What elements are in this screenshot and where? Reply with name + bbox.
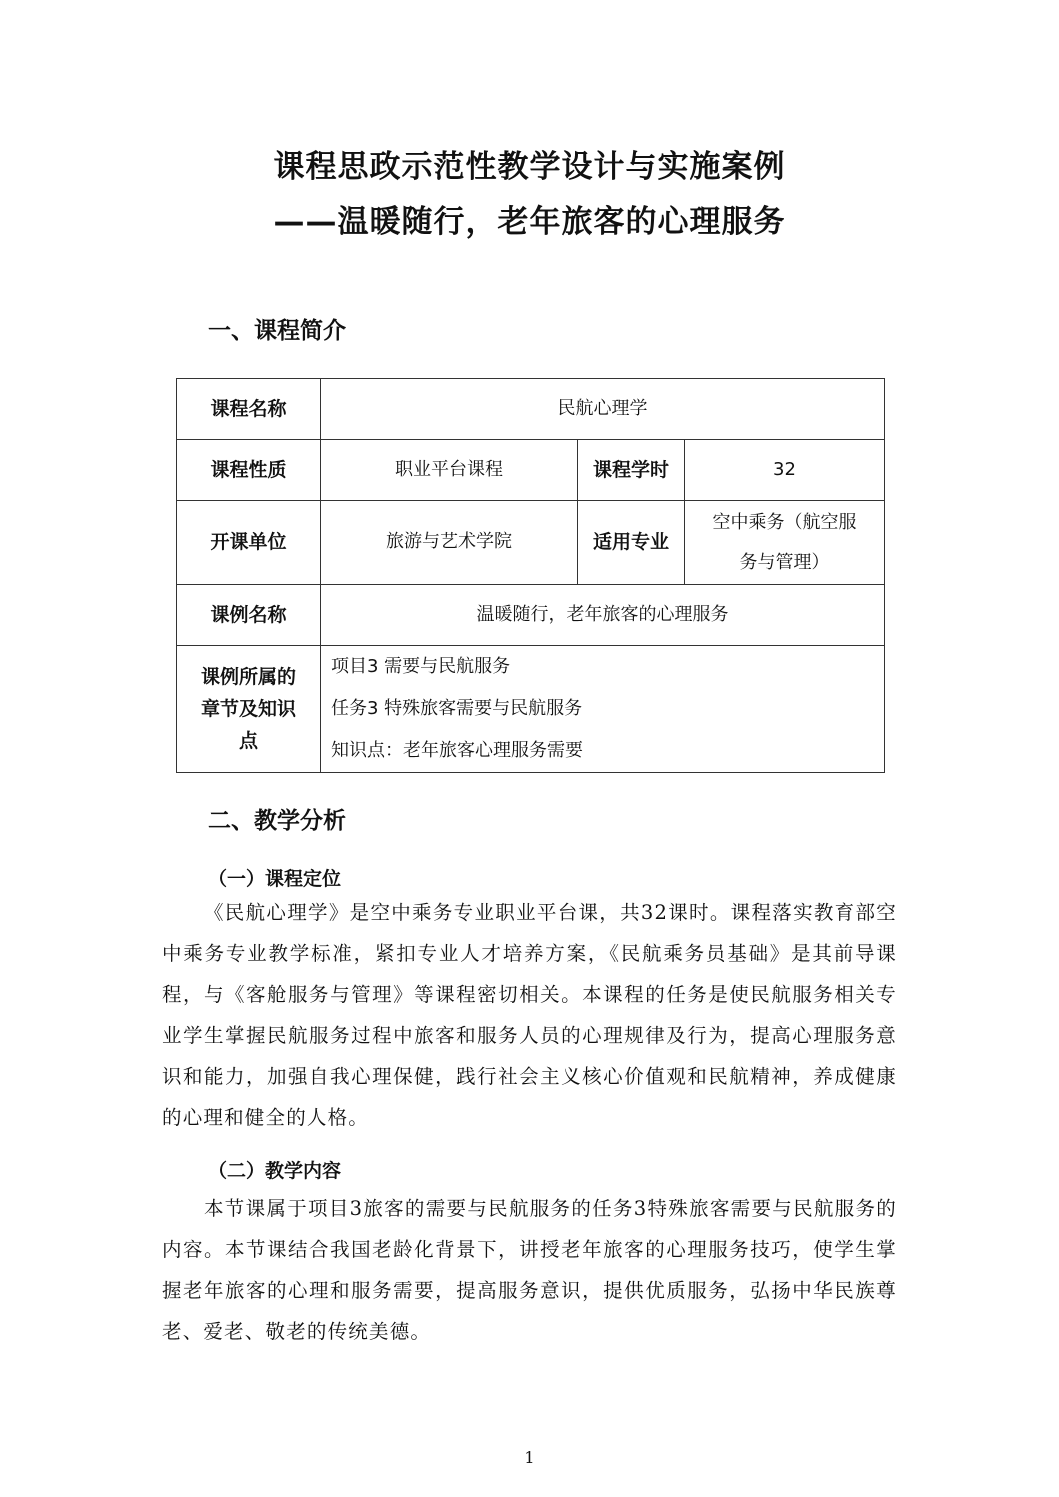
table-row [177, 440, 885, 501]
table-row [177, 501, 885, 585]
case-name-value: 温暖随行，老年旅客的心理服务 [321, 585, 885, 646]
table-row [177, 646, 885, 773]
subheading-course-positioning: （一）课程定位 [208, 868, 342, 890]
table-row [177, 585, 885, 646]
chapter-label-line3: 点 [238, 730, 258, 752]
section-heading-teaching-analysis: 二、教学分析 [208, 808, 346, 834]
section-heading-course-intro: 一、课程简介 [208, 318, 346, 344]
course-nature-label: 课程性质 [177, 440, 321, 501]
course-nature-value: 职业平台课程 [321, 440, 578, 501]
document-title: 课程思政示范性教学设计与实施案例 [273, 149, 786, 185]
document-subtitle: ——温暖随行，老年旅客的心理服务 [273, 204, 786, 240]
subheading-teaching-content: （二）教学内容 [208, 1160, 342, 1182]
table-row [177, 379, 885, 440]
chapter-value-line1: 项目3 需要与民航服务 [331, 656, 511, 677]
course-hours-value: 32 [685, 440, 885, 501]
course-name-label: 课程名称 [177, 379, 321, 440]
chapter-label-line2: 章节及知识 [200, 698, 296, 720]
major-value-line2: 务与管理） [739, 551, 830, 573]
paragraph-teaching-content: 本节课属于项目3旅客的需要与民航服务的任务3特殊旅客需要与民航服务的内容。本节课结合我国老龄化背景下，讲授老年旅客的心理服务技巧，使学生掌握老年旅客的心理和服务需要，提高服务意识，提供优质服务，弘扬中华民族尊老、爱老、敬老的传统美德。 [162, 1197, 897, 1343]
major-value-line1: 空中乘务（航空服 [712, 511, 857, 533]
course-name-value: 民航心理学 [321, 379, 885, 440]
page-number: 1 [524, 1448, 535, 1467]
course-hours-label: 课程学时 [578, 440, 685, 501]
course-info-table [176, 378, 885, 773]
chapter-value-line2: 任务3 特殊旅客需要与民航服务 [331, 698, 583, 719]
chapter-value-line3: 知识点：老年旅客心理服务需要 [331, 740, 583, 761]
paragraph-course-positioning: 《民航心理学》是空中乘务专业职业平台课，共32课时。课程落实教育部空中乘务专业教学标准，紧扣专业人才培养方案，《民航乘务员基础》是其前导课程，与《客舱服务与管理》等课程密切相关。本课程的任务是使民航服务相关专业学生掌握民航服务过程中旅客和服务人员的心理规律及行为，提高心理服务意识和能力，加强自我心理保健，践行社会主义核心价值观和民航精神，养成健康的心理和健全的人格。 [162, 901, 897, 1129]
chapter-value [321, 646, 885, 773]
chapter-label-line1: 课例所属的 [200, 666, 296, 688]
major-value [685, 501, 885, 585]
case-name-label: 课例名称 [177, 585, 321, 646]
department-value: 旅游与艺术学院 [321, 501, 578, 585]
major-label: 适用专业 [578, 501, 685, 585]
department-label: 开课单位 [177, 501, 321, 585]
chapter-label [177, 646, 321, 773]
